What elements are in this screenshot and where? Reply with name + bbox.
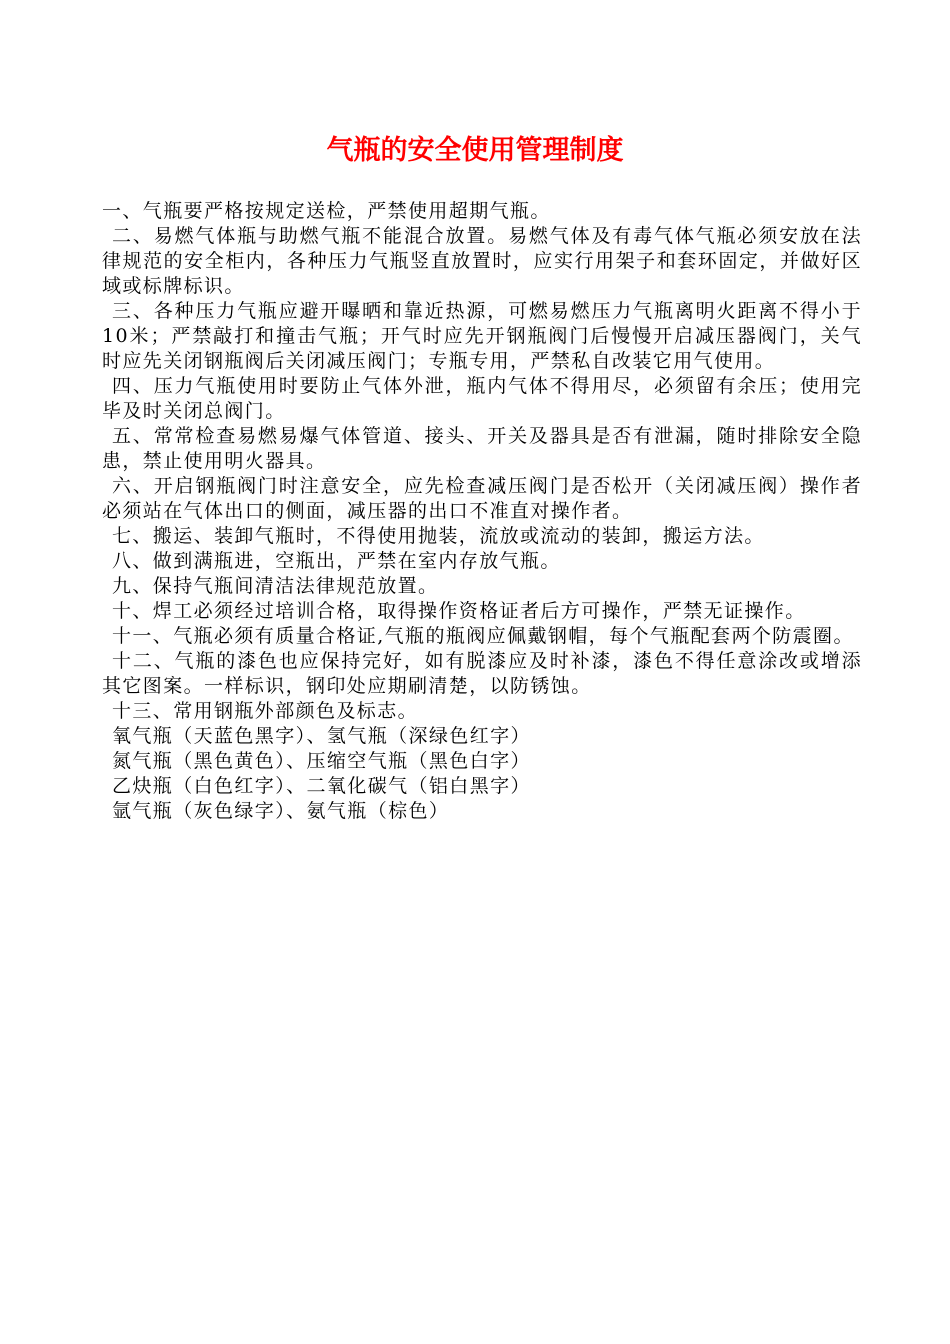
rule-paragraph-3: 三、各种压力气瓶应避开曝晒和靠近热源，可燃易燃压力气瓶离明火距离不得小于10米；严禁敲打和撞击气瓶；开气时应先开钢瓶阀门后慢慢开启减压器阀门，关气时应先关闭钢瓶阀后关闭减压阀门；专瓶专用，严禁私自改装它用气使用。: [102, 300, 862, 372]
rule-paragraph-11: 十一、气瓶必须有质量合格证,气瓶的瓶阀应佩戴钢帽，每个气瓶配套两个防震圈。: [112, 625, 854, 647]
cylinder-color-line-3: 乙炔瓶（白色红字）、二氧化碳气（铝白黑字）: [112, 775, 531, 797]
rule-paragraph-8: 八、做到满瓶进，空瓶出，严禁在室内存放气瓶。: [112, 550, 561, 572]
page-title: 气瓶的安全使用管理制度: [326, 135, 624, 166]
rule-paragraph-6: 六、开启钢瓶阀门时注意安全，应先检查减压阀门是否松开（关闭减压阀）操作者必须站在气体出口的侧面，减压器的出口不准直对操作者。: [102, 475, 862, 522]
cylinder-color-line-4: 氩气瓶（灰色绿字）、氨气瓶（棕色）: [112, 800, 450, 822]
rule-paragraph-10: 十、焊工必须经过培训合格，取得操作资格证者后方可操作，严禁无证操作。: [112, 600, 806, 622]
rule-paragraph-9: 九、保持气瓶间清洁法律规范放置。: [112, 575, 439, 597]
rule-paragraph-13: 十三、常用钢瓶外部颜色及标志。: [112, 700, 419, 722]
cylinder-color-line-1: 氧气瓶（天蓝色黑字）、氢气瓶（深绿色红字）: [112, 725, 531, 747]
document-body: [102, 199, 862, 824]
rule-paragraph-4: 四、压力气瓶使用时要防止气体外泄，瓶内气体不得用尽，必须留有余压；使用完毕及时关闭总阀门。: [102, 375, 862, 422]
rule-paragraph-5: 五、常常检查易燃易爆气体管道、接头、开关及器具是否有泄漏，随时排除安全隐患，禁止使用明火器具。: [102, 425, 862, 472]
rule-paragraph-2: 二、易燃气体瓶与助燃气瓶不能混合放置。易燃气体及有毒气体气瓶必须安放在法律规范的安全柜内，各种压力气瓶竖直放置时，应实行用架子和套环固定，并做好区域或标牌标识。: [102, 225, 862, 297]
rule-paragraph-1: 一、气瓶要严格按规定送检，严禁使用超期气瓶。: [102, 200, 551, 222]
rule-paragraph-7: 七、搬运、装卸气瓶时，不得使用抛装，流放或流动的装卸，搬运方法。: [112, 525, 765, 547]
rule-paragraph-12: 十二、气瓶的漆色也应保持完好，如有脱漆应及时补漆，漆色不得任意涂改或增添其它图案。一样标识，钢印处应期刷清楚，以防锈蚀。: [102, 650, 862, 697]
cylinder-color-line-2: 氮气瓶（黑色黄色）、压缩空气瓶（黑色白字）: [112, 750, 531, 772]
